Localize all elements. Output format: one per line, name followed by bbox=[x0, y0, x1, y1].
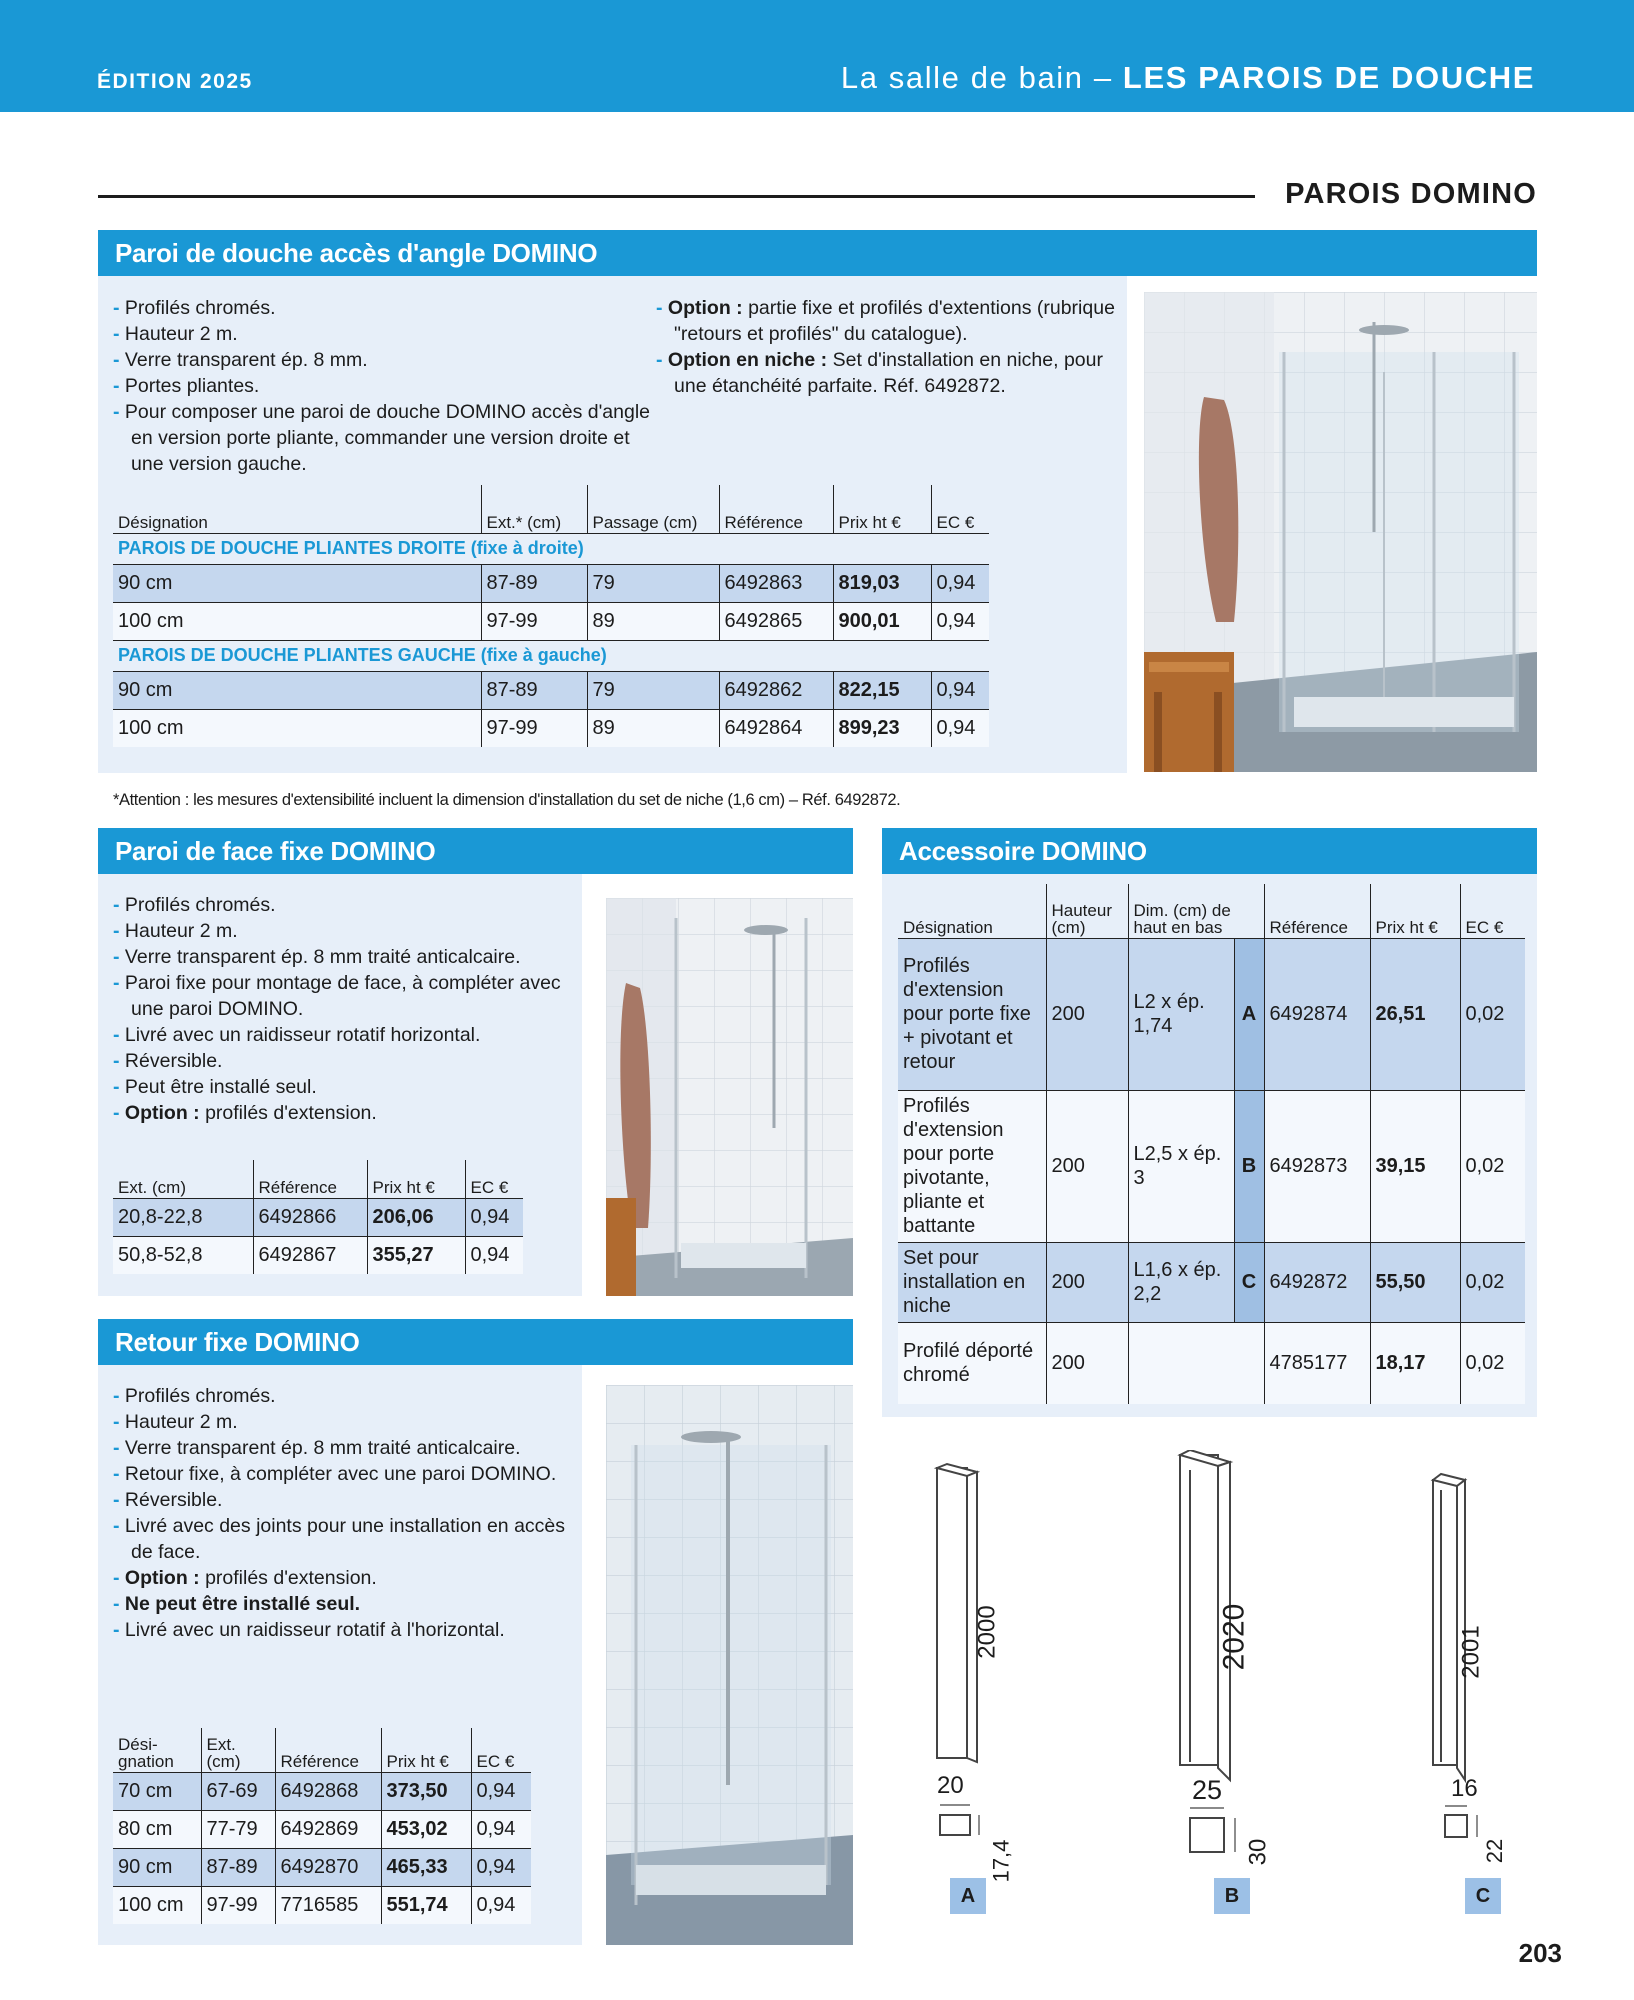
feature-item: - Pour composer une paroi de douche DOMINO accès d'angle en version porte pliante, commander une version droite et une version gauche. bbox=[113, 399, 658, 477]
feature-item: - Retour fixe, à compléter avec une paroi DOMINO. bbox=[113, 1461, 583, 1487]
feature-item: - Profilés chromés. bbox=[113, 1383, 583, 1409]
option-item: - Option : profilés d'extension. bbox=[113, 1100, 583, 1126]
option-item: - Option : partie fixe et profilés d'extentions (rubrique "retours et profilés" du catalogue). bbox=[656, 295, 1126, 347]
col-header: Prix ht € bbox=[381, 1728, 471, 1772]
retour-table bbox=[113, 1728, 531, 1924]
col-header: Désignation bbox=[113, 485, 481, 533]
dim-b-height: 2020 bbox=[1217, 1603, 1251, 1671]
label-c: C bbox=[1465, 1878, 1501, 1914]
table-row: 100 cm 97-99 89 6492865 900,01 0,94 bbox=[113, 602, 989, 640]
dim-c-height: 2001 bbox=[1457, 1625, 1485, 1679]
table-row: 90 cm 87-89 79 6492863 819,03 0,94 bbox=[113, 564, 989, 602]
face-features bbox=[113, 892, 583, 1126]
angle-heading: Paroi de douche accès d'angle DOMINO bbox=[98, 230, 1537, 276]
retour-heading: Retour fixe DOMINO bbox=[98, 1319, 853, 1365]
angle-features bbox=[113, 295, 658, 477]
accessoire-heading: Accessoire DOMINO bbox=[882, 828, 1537, 874]
label-a: A bbox=[950, 1878, 986, 1914]
table-row: 20,8-22,8 6492866 206,06 0,94 bbox=[113, 1198, 523, 1236]
col-header: Prix ht € bbox=[833, 485, 931, 533]
col-header: Hauteur (cm) bbox=[1046, 884, 1128, 938]
table-row: 70 cm 67-69 6492868 373,50 0,94 bbox=[113, 1772, 531, 1810]
accessoire-table bbox=[898, 884, 1525, 1404]
table-row: 50,8-52,8 6492867 355,27 0,94 bbox=[113, 1236, 523, 1274]
col-header: EC € bbox=[931, 485, 989, 533]
section-rule bbox=[98, 195, 1255, 198]
face-table bbox=[113, 1160, 523, 1274]
col-header: Dim. (cm) de haut en bas bbox=[1128, 884, 1264, 938]
group-label: PAROIS DE DOUCHE PLIANTES GAUCHE (fixe à gauche) bbox=[113, 640, 989, 671]
col-header: Ext. (cm) bbox=[113, 1160, 253, 1198]
edition-label: ÉDITION 2025 bbox=[97, 70, 253, 93]
option-item: - Option en niche : Set d'installation en niche, pour une étanchéité parfaite. Réf. 6492872. bbox=[656, 347, 1126, 399]
angle-table bbox=[113, 485, 989, 747]
feature-item: - Livré avec un raidisseur rotatif à l'horizontal. bbox=[113, 1617, 583, 1643]
page-number: 203 bbox=[1518, 1938, 1562, 1968]
angle-shower-photo bbox=[1144, 292, 1537, 772]
retour-shower-photo bbox=[606, 1385, 853, 1945]
col-header: Référence bbox=[719, 485, 833, 533]
dim-c-depth: 22 bbox=[1482, 1838, 1508, 1864]
option-item: - Option : profilés d'extension. bbox=[113, 1565, 583, 1591]
col-header: Dési-gnation bbox=[113, 1728, 201, 1772]
section-title: PAROIS DOMINO bbox=[1285, 178, 1537, 210]
col-header: EC € bbox=[1460, 884, 1525, 938]
dim-b-depth: 30 bbox=[1244, 1838, 1272, 1866]
table-row: Profilés d'extension pour porte pivotante, pliante et battante 200 L2,5 x ép. 3 B 6492873 39,15 0,02 bbox=[898, 1090, 1525, 1242]
feature-item: - Profilés chromés. bbox=[113, 295, 658, 321]
profile-diagrams bbox=[885, 1450, 1535, 1930]
feature-item: - Profilés chromés. bbox=[113, 892, 583, 918]
retour-features bbox=[113, 1383, 583, 1643]
angle-options bbox=[656, 295, 1126, 399]
table-row: 100 cm 97-99 7716585 551,74 0,94 bbox=[113, 1886, 531, 1924]
col-header: Prix ht € bbox=[1370, 884, 1460, 938]
group-label: PAROIS DE DOUCHE PLIANTES DROITE (fixe à droite) bbox=[113, 533, 989, 564]
col-header: Ext.* (cm) bbox=[481, 485, 587, 533]
angle-footnote: *Attention : les mesures d'extensibilité incluent la dimension d'installation du set de niche (1,6 cm) – Réf. 6492872. bbox=[113, 791, 901, 809]
table-row: Profilés d'extension pour porte fixe + pivotant et retour 200 L2 x ép. 1,74 A 6492874 26,51 0,02 bbox=[898, 938, 1525, 1090]
feature-item: - Verre transparent ép. 8 mm. bbox=[113, 347, 658, 373]
feature-item: - Hauteur 2 m. bbox=[113, 918, 583, 944]
table-row: 90 cm 87-89 6492870 465,33 0,94 bbox=[113, 1848, 531, 1886]
label-b: B bbox=[1214, 1878, 1250, 1914]
face-heading: Paroi de face fixe DOMINO bbox=[98, 828, 853, 874]
table-row: Profilé déporté chromé 200 4785177 18,17 0,02 bbox=[898, 1322, 1525, 1404]
dim-a-height: 2000 bbox=[973, 1605, 1001, 1659]
dim-b-width: 25 bbox=[1192, 1775, 1223, 1805]
feature-item: - Réversible. bbox=[113, 1048, 583, 1074]
top-banner bbox=[0, 0, 1634, 112]
table-row: 100 cm 97-99 89 6492864 899,23 0,94 bbox=[113, 709, 989, 747]
col-header: EC € bbox=[465, 1160, 523, 1198]
feature-item: - Paroi fixe pour montage de face, à compléter avec une paroi DOMINO. bbox=[113, 970, 583, 1022]
face-shower-photo bbox=[606, 898, 853, 1296]
feature-item: - Verre transparent ép. 8 mm traité anticalcaire. bbox=[113, 1435, 583, 1461]
col-header: EC € bbox=[471, 1728, 531, 1772]
table-row: 80 cm 77-79 6492869 453,02 0,94 bbox=[113, 1810, 531, 1848]
col-header: Passage (cm) bbox=[587, 485, 719, 533]
col-header: Désignation bbox=[898, 884, 1046, 938]
chapter-title-main: LES PAROIS DE DOUCHE bbox=[1122, 60, 1535, 95]
warning-item: - Ne peut être installé seul. bbox=[113, 1591, 583, 1617]
table-row: 90 cm 87-89 79 6492862 822,15 0,94 bbox=[113, 671, 989, 709]
col-header: Ext. (cm) bbox=[201, 1728, 275, 1772]
chapter-title bbox=[841, 60, 1535, 96]
dim-a-width: 20 bbox=[937, 1772, 964, 1799]
col-header: Prix ht € bbox=[367, 1160, 465, 1198]
col-header: Référence bbox=[1264, 884, 1370, 938]
col-header: Référence bbox=[253, 1160, 367, 1198]
feature-item: - Portes pliantes. bbox=[113, 373, 658, 399]
feature-item: - Livré avec des joints pour une installation en accès de face. bbox=[113, 1513, 583, 1565]
feature-item: - Verre transparent ép. 8 mm traité anticalcaire. bbox=[113, 944, 583, 970]
col-header: Référence bbox=[275, 1728, 381, 1772]
chapter-title-prefix: La salle de bain – bbox=[840, 60, 1123, 95]
feature-item: - Réversible. bbox=[113, 1487, 583, 1513]
dim-a-depth: 17,4 bbox=[988, 1839, 1014, 1883]
profile-drawings bbox=[885, 1450, 1535, 1870]
feature-item: - Peut être installé seul. bbox=[113, 1074, 583, 1100]
dim-c-width: 16 bbox=[1451, 1775, 1478, 1802]
feature-item: - Hauteur 2 m. bbox=[113, 321, 658, 347]
feature-item: - Hauteur 2 m. bbox=[113, 1409, 583, 1435]
table-row: Set pour installation en niche 200 L1,6 x ép. 2,2 C 6492872 55,50 0,02 bbox=[898, 1242, 1525, 1322]
feature-item: - Livré avec un raidisseur rotatif horizontal. bbox=[113, 1022, 583, 1048]
